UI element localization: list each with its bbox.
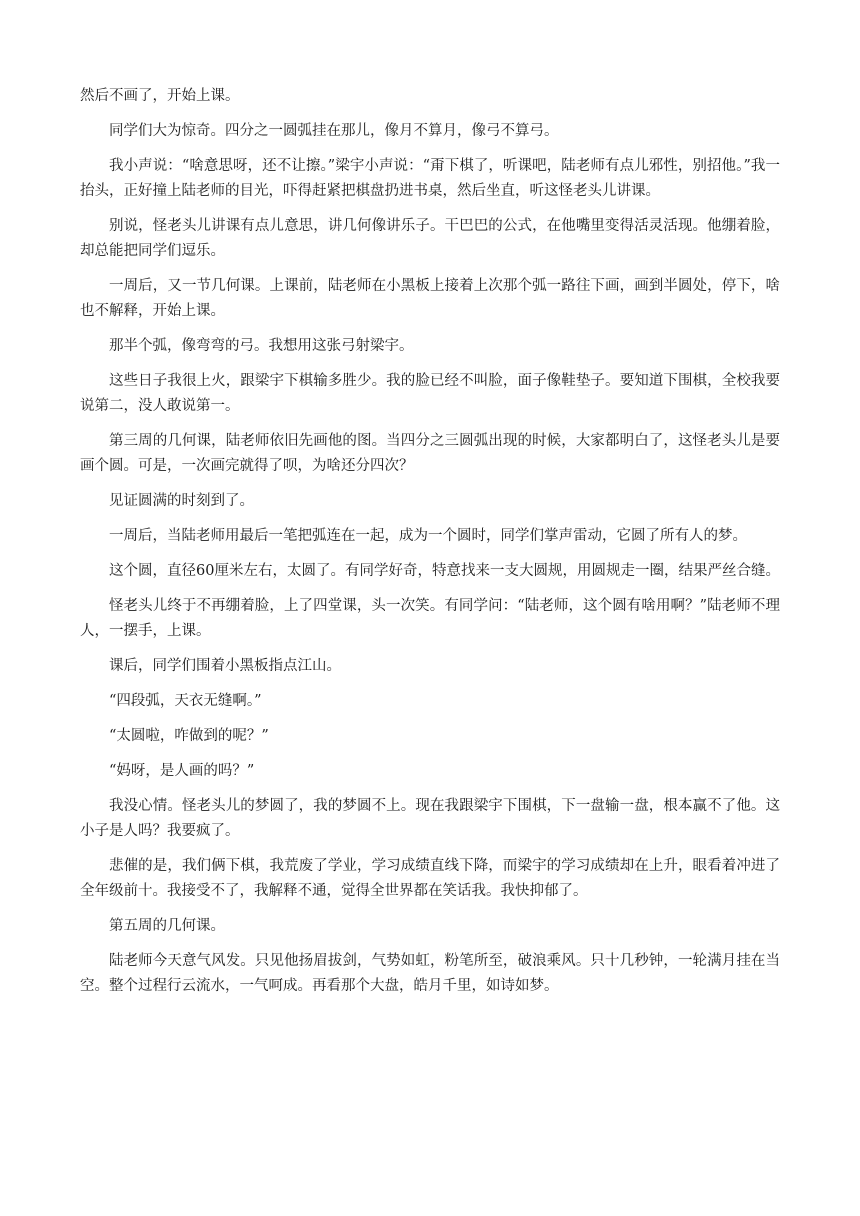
paragraph-8: 第三周的几何课，陆老师依旧先画他的图。当四分之三圆弧出现的时候，大家都明白了，这怪老头儿是要画个圆。可是，一次画完就得了呗，为啥还分四次？ [80, 433, 780, 474]
paragraph-1: 然后不画了，开始上课。 [80, 88, 240, 104]
paragraph-9: 见证圆满的时刻到了。 [109, 493, 254, 509]
paragraph-2: 同学们大为惊奇。四分之一圆弧挂在那儿，像月不算月，像弓不算弓。 [109, 123, 559, 139]
dialogue-line: “太圆啦，咋做到的呢？” [109, 728, 269, 744]
paragraph-6: 那半个弧，像弯弯的弓。我想用这张弓射梁宇。 [109, 338, 414, 354]
paragraph-10: 一周后，当陆老师用最后一笔把弧连在一起，成为一个圆时，同学们掌声雷动，它圆了所有人的梦。 [109, 528, 747, 544]
document-body [80, 84, 780, 1009]
paragraph-11: 这个圆，直径60厘米左右，太圆了。有同学好奇，特意找来一支大圆规，用圆规走一圈，结果严丝合缝。 [109, 563, 780, 579]
dialogue-line: “四段弧，天衣无缝啊。” [109, 693, 262, 709]
paragraph-4: 别说，怪老头儿讲课有点儿意思，讲几何像讲乐子。干巴巴的公式，在他嘴里变得活灵活现。他绷着脸，却总能把同学们逗乐。 [80, 218, 780, 259]
paragraph-17: 我没心情。怪老头儿的梦圆了，我的梦圆不上。现在我跟梁宇下围棋，下一盘输一盘，根本赢不了他。这小子是人吗？我要疯了。 [80, 798, 780, 839]
dialogue-line: “妈呀，是人画的吗？” [109, 763, 255, 779]
paragraph-19: 第五周的几何课。 [109, 918, 225, 934]
paragraph-18: 悲催的是，我们俩下棋，我荒废了学业，学习成绩直线下降，而梁宇的学习成绩却在上升，眼看着冲进了全年级前十。我接受不了，我解释不通，觉得全世界都在笑话我。我快抑郁了。 [80, 858, 780, 899]
paragraph-12: 怪老头儿终于不再绷着脸，上了四堂课，头一次笑。有同学问：“陆老师，这个圆有啥用啊？”陆老师不理人，一摆手，上课。 [80, 598, 780, 639]
paragraph-20: 陆老师今天意气风发。只见他扬眉拔剑，气势如虹，粉笔所至，破浪乘风。只十几秒钟，一轮满月挂在当空。整个过程行云流水，一气呵成。再看那个大盘，皓月千里，如诗如梦。 [80, 953, 780, 994]
paragraph-13: 课后，同学们围着小黑板指点江山。 [109, 658, 341, 674]
paragraph-7: 这些日子我很上火，跟梁宇下棋输多胜少。我的脸已经不叫脸，面子像鞋垫子。要知道下围棋，全校我要说第二，没人敢说第一。 [80, 373, 780, 414]
paragraph-5: 一周后，又一节几何课。上课前，陆老师在小黑板上接着上次那个弧一路往下画，画到半圆处，停下，啥也不解释，开始上课。 [80, 278, 780, 319]
paragraph-3: 我小声说：“啥意思呀，还不让擦。”梁宇小声说：“甭下棋了，听课吧，陆老师有点儿邪性，别招他。”我一抬头，正好撞上陆老师的目光，吓得赶紧把棋盘扔进书桌，然后坐直，听这怪老头儿讲课。 [80, 158, 780, 199]
